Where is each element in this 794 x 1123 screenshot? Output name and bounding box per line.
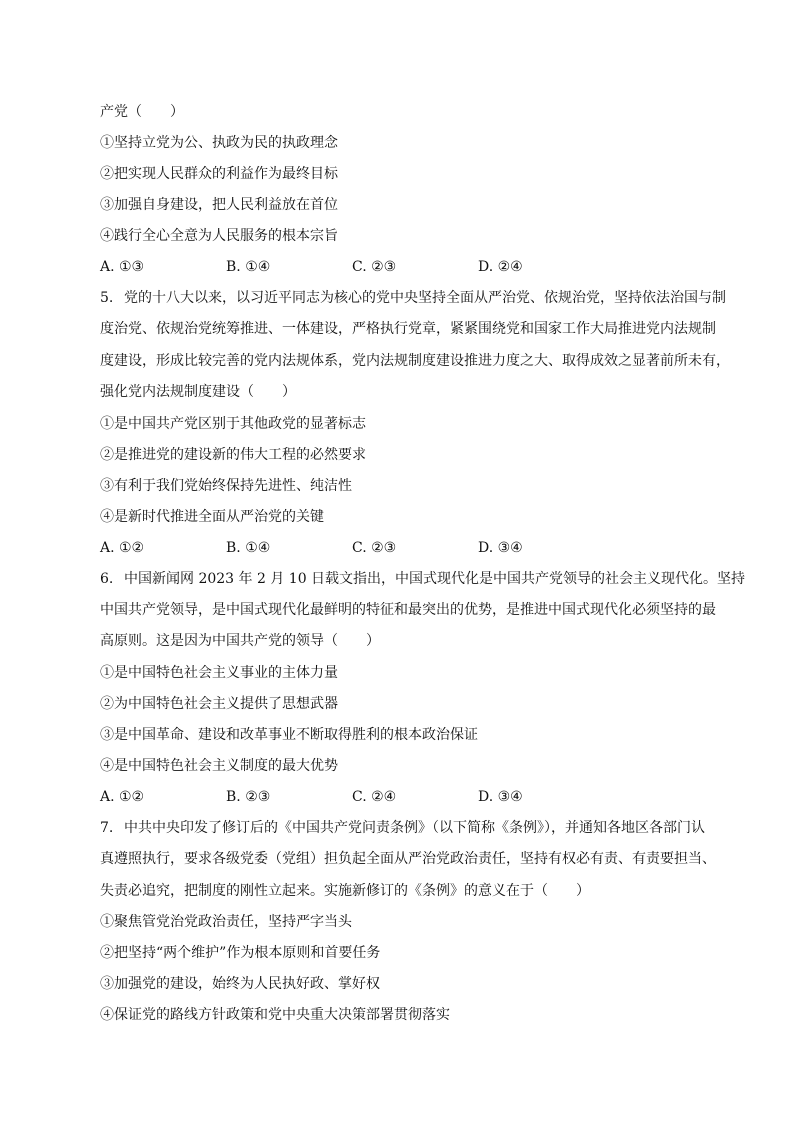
question-5 <box>100 285 730 566</box>
statement-3: ③有利于我们党始终保持先进性、纯洁性 <box>100 477 352 494</box>
stem-line-1: 中共中央印发了修订后的《中国共产党问责条例》（以下简称《条例》），并通知各地区各部门认 <box>124 819 705 836</box>
question-stem <box>100 285 730 411</box>
option-a: A. ①③ <box>100 259 145 275</box>
statement-2: ②是推进党的建设新的伟大工程的必然要求 <box>100 446 366 463</box>
statement-1: ①坚持立党为公、执政为民的执政理念 <box>100 135 338 151</box>
option-b: B. ②③ <box>226 788 271 805</box>
statement-2: ②把坚持“两个维护”作为根本原则和首要任务 <box>100 944 381 961</box>
statement-2: ②把实现人民群众的利益作为最终目标 <box>100 166 338 182</box>
answer-options <box>100 535 722 566</box>
question-number: 6. <box>100 570 114 587</box>
statement-3: ③加强自身建设，把人民利益放在首位 <box>100 197 338 213</box>
statement-4: ④是新时代推进全面从严治党的关键 <box>100 508 324 525</box>
stem-line-4: 强化党内法规制度建设（ ） <box>100 384 296 401</box>
option-b: B. ①④ <box>226 259 271 275</box>
option-a: A. ①② <box>100 539 145 556</box>
question-6 <box>100 566 746 815</box>
stem-line-3: 失责必追究，把制度的刚性立起来。实施新修订的《条例》的意义在于（ ） <box>100 882 590 899</box>
statement-3: ③是中国革命、建设和改革事业不断取得胜利的根本政治保证 <box>100 726 478 743</box>
answer-options <box>100 254 722 285</box>
question-number: 5. <box>100 290 114 306</box>
question-stem <box>100 566 746 660</box>
question-number: 7. <box>100 819 114 836</box>
statement-1: ①聚焦管党治党政治责任，坚持严字当头 <box>100 913 352 930</box>
stem-line-1: 中国新闻网 2023 年 2 月 10 日载文指出，中国式现代化是中国共产党领导的社会主义现代化。坚持 <box>124 570 746 587</box>
option-d: D. ③④ <box>478 539 523 556</box>
statement-3: ③加强党的建设，始终为人民执好政、掌好权 <box>100 975 380 992</box>
question-stem <box>100 815 722 909</box>
option-c: C. ②④ <box>352 788 397 805</box>
question-stem-tail: 产党（ ） <box>100 104 184 120</box>
statement-4: ④保证党的路线方针政策和党中央重大决策部署贯彻落实 <box>100 1006 450 1023</box>
stem-line-1: 党的十八大以来，以习近平同志为核心的党中央坚持全面从严治党、依规治党，坚持依法治国与制 <box>124 290 726 306</box>
stem-line-3: 高原则。这是因为中国共产党的领导（ ） <box>100 633 380 650</box>
statement-2: ②为中国特色社会主义提供了思想武器 <box>100 695 338 712</box>
stem-line-2: 中国共产党领导，是中国式现代化最鲜明的特征和最突出的优势，是推进中国式现代化必须坚持的最 <box>100 601 716 618</box>
question-7 <box>100 815 722 1033</box>
option-b: B. ①④ <box>226 539 271 556</box>
page-content <box>100 99 746 1033</box>
statement-1: ①是中国共产党区别于其他政党的显著标志 <box>100 415 366 432</box>
option-d: D. ③④ <box>478 788 523 805</box>
option-c: C. ②③ <box>352 259 397 275</box>
question-carryover <box>100 99 722 285</box>
statement-1: ①是中国特色社会主义事业的主体力量 <box>100 664 338 681</box>
option-c: C. ②③ <box>352 539 397 556</box>
statement-4: ④践行全心全意为人民服务的根本宗旨 <box>100 228 338 244</box>
option-a: A. ①② <box>100 788 145 805</box>
option-d: D. ②④ <box>478 259 523 275</box>
answer-options <box>100 784 722 815</box>
stem-line-3: 度建设，形成比较完善的党内法规体系，党内法规制度建设推进力度之大、取得成效之显著前所未有， <box>100 352 730 369</box>
stem-line-2: 度治党、依规治党统筹推进、一体建设，严格执行党章，紧紧围绕党和国家工作大局推进党内法规制 <box>100 321 716 338</box>
stem-line-2: 真遵照执行，要求各级党委（党组）担负起全面从严治党政治责任，坚持有权必有责、有责要担当、 <box>100 851 716 868</box>
statement-4: ④是中国特色社会主义制度的最大优势 <box>100 757 338 774</box>
